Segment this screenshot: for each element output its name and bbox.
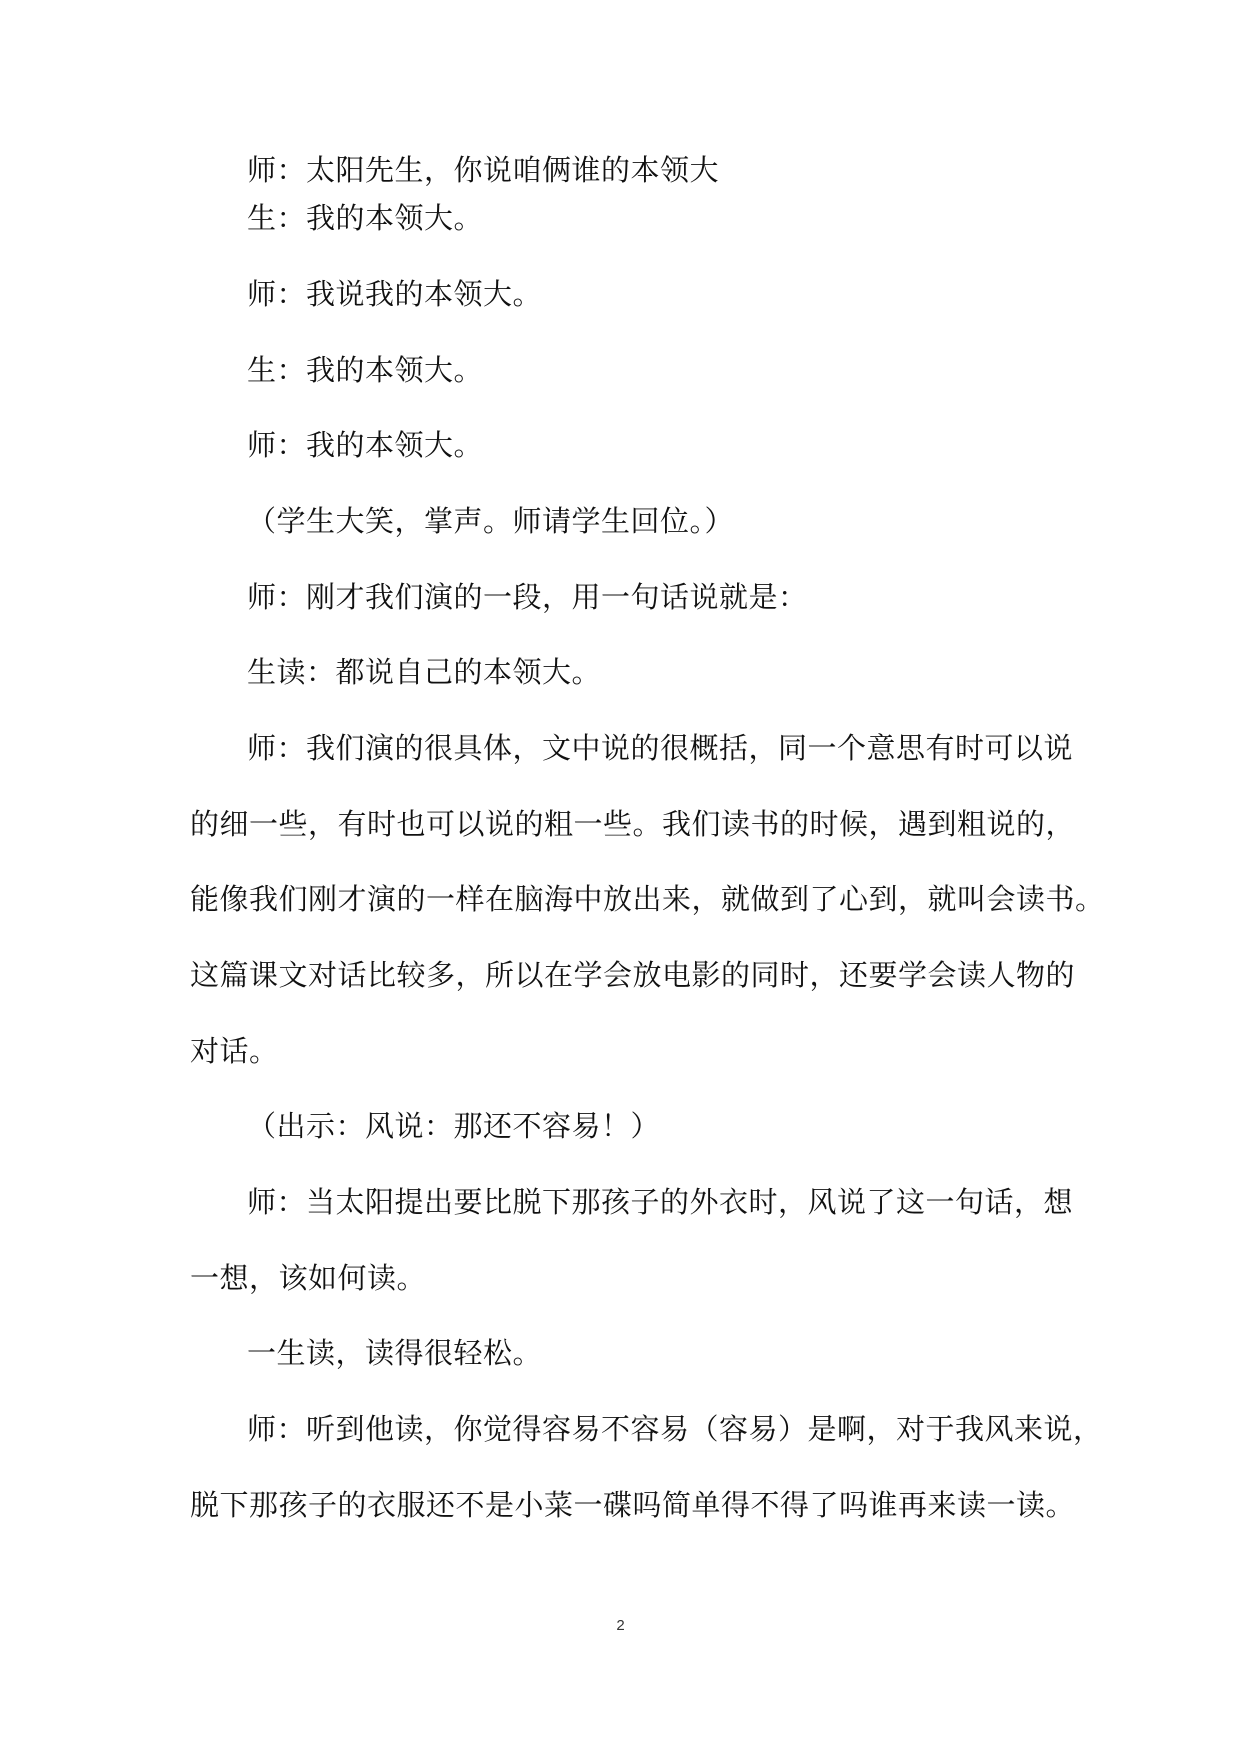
- stage-direction-line: （学生大笑，掌声。师请学生回位。）: [247, 504, 735, 538]
- paragraph-line: 能像我们刚才演的一样在脑海中放出来，就做到了心到，就叫会读书。: [190, 882, 1105, 916]
- paragraph-line: 对话。: [190, 1034, 279, 1068]
- paragraph-line: 这篇课文对话比较多，所以在学会放电影的同时，还要学会读人物的: [190, 958, 1076, 992]
- dialogue-line: 生：我的本领大。: [247, 201, 484, 235]
- paragraph-line: 一生读，读得很轻松。: [247, 1336, 543, 1370]
- paragraph-line: 师：听到他读，你觉得容易不容易（容易）是啊，对于我风来说，: [247, 1412, 1103, 1446]
- paragraph-line: 师：我们演的很具体，文中说的很概括，同一个意思有时可以说: [247, 731, 1074, 765]
- dialogue-line: 师：太阳先生，你说咱俩谁的本领大: [247, 153, 720, 187]
- page-number: 2: [616, 1617, 625, 1634]
- stage-direction-line: （出示：风说：那还不容易！）: [247, 1109, 661, 1143]
- dialogue-line: 生：我的本领大。: [247, 353, 484, 387]
- dialogue-line: 师：我的本领大。: [247, 428, 484, 462]
- paragraph-line: 师：当太阳提出要比脱下那孩子的外衣时，风说了这一句话，想: [247, 1185, 1074, 1219]
- dialogue-line: 师：我说我的本领大。: [247, 277, 543, 311]
- paragraph-line: 一想，该如何读。: [190, 1261, 427, 1295]
- paragraph-line: 脱下那孩子的衣服还不是小菜一碟吗简单得不得了吗谁再来读一读。: [190, 1488, 1076, 1522]
- paragraph-line: 的细一些，有时也可以说的粗一些。我们读书的时候，遇到粗说的，: [190, 807, 1076, 841]
- dialogue-line: 生读：都说自己的本领大。: [247, 655, 602, 689]
- dialogue-line: 师：刚才我们演的一段，用一句话说就是：: [247, 580, 808, 614]
